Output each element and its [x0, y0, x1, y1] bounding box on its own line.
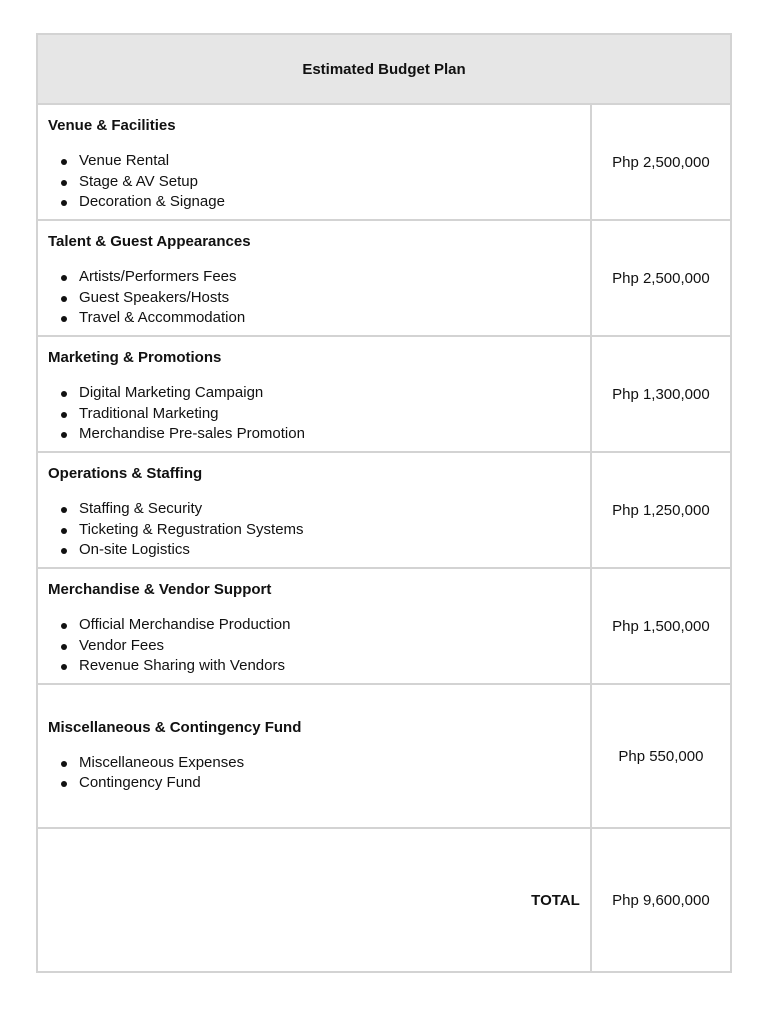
bullet-icon: [61, 159, 67, 165]
item-label: Merchandise Pre-sales Promotion: [79, 425, 305, 442]
item-label: Digital Marketing Campaign: [79, 384, 264, 401]
item-label: Venue Rental: [79, 152, 170, 169]
bullet-icon: [61, 200, 67, 206]
category-cell: [37, 336, 591, 452]
list-item: [48, 151, 580, 172]
item-list: [48, 151, 580, 213]
amount-cell: Php 2,500,000: [591, 220, 731, 336]
table-row: [37, 220, 731, 336]
item-label: Contingency Fund: [79, 774, 201, 791]
bullet-icon: [61, 761, 67, 767]
item-label: Official Merchandise Production: [79, 616, 291, 633]
item-list: [48, 499, 580, 561]
table-title: Estimated Budget Plan: [37, 34, 731, 104]
budget-table: [36, 33, 732, 973]
item-label: Miscellaneous Expenses: [79, 753, 245, 771]
category-cell: [37, 568, 591, 684]
bullet-icon: [61, 432, 67, 438]
total-row: [37, 828, 731, 972]
item-label: Stage & AV Setup: [79, 172, 198, 190]
list-item: [48, 499, 580, 520]
table-row: [37, 452, 731, 568]
list-item: [48, 172, 580, 193]
list-item: [48, 267, 580, 288]
list-item: [48, 656, 580, 677]
category-cell: [37, 684, 591, 828]
list-item: [48, 520, 580, 541]
table-row: [37, 104, 731, 220]
item-list: [48, 267, 580, 329]
total-amount: Php 9,600,000: [591, 828, 731, 972]
list-item: [48, 424, 580, 445]
table-row: [37, 568, 731, 684]
amount-cell: Php 1,500,000: [591, 568, 731, 684]
list-item: [48, 615, 580, 636]
table-row: [37, 336, 731, 452]
table-header-row: [37, 34, 731, 104]
bullet-icon: [61, 391, 67, 397]
category-title: Venue & Facilities: [48, 117, 176, 134]
bullet-icon: [61, 644, 67, 650]
bullet-icon: [61, 507, 67, 513]
bullet-icon: [61, 316, 67, 322]
item-list: [48, 615, 580, 677]
category-title: Operations & Staffing: [48, 465, 203, 482]
category-cell: [37, 104, 591, 220]
bullet-icon: [61, 548, 67, 554]
list-item: [48, 308, 580, 329]
item-label: Revenue Sharing with Vendors: [79, 657, 285, 674]
list-item: [48, 288, 580, 309]
item-list: [48, 383, 580, 445]
amount-cell: Php 550,000: [591, 684, 731, 828]
item-label: Travel & Accommodation: [79, 309, 246, 326]
bullet-icon: [61, 180, 67, 186]
list-item: [48, 404, 580, 425]
bullet-icon: [61, 528, 67, 534]
amount-cell: Php 2,500,000: [591, 104, 731, 220]
item-label: Guest Speakers/Hosts: [79, 288, 230, 306]
item-label: Vendor Fees: [79, 636, 165, 654]
category-title: Miscellaneous & Contingency Fund: [48, 718, 302, 736]
list-item: [48, 192, 580, 213]
category-cell: [37, 220, 591, 336]
category-cell: [37, 452, 591, 568]
list-item: [48, 540, 580, 561]
list-item: [48, 383, 580, 404]
list-item: [48, 753, 580, 774]
item-label: Ticketing & Regustration Systems: [79, 520, 304, 538]
item-label: Traditional Marketing: [79, 404, 219, 422]
bullet-icon: [61, 275, 67, 281]
bullet-icon: [61, 664, 67, 670]
category-title: Merchandise & Vendor Support: [48, 581, 272, 598]
amount-cell: Php 1,300,000: [591, 336, 731, 452]
item-label: On-site Logistics: [79, 541, 190, 558]
amount-cell: Php 1,250,000: [591, 452, 731, 568]
item-list: [48, 753, 580, 794]
list-item: [48, 773, 580, 794]
item-label: Decoration & Signage: [79, 193, 225, 210]
list-item: [48, 636, 580, 657]
category-title: Talent & Guest Appearances: [48, 233, 251, 250]
bullet-icon: [61, 296, 67, 302]
category-title: Marketing & Promotions: [48, 349, 222, 366]
table-row: [37, 684, 731, 828]
item-label: Artists/Performers Fees: [79, 268, 237, 285]
item-label: Staffing & Security: [79, 500, 203, 517]
bullet-icon: [61, 623, 67, 629]
bullet-icon: [61, 781, 67, 787]
total-label: TOTAL: [37, 828, 591, 972]
bullet-icon: [61, 412, 67, 418]
